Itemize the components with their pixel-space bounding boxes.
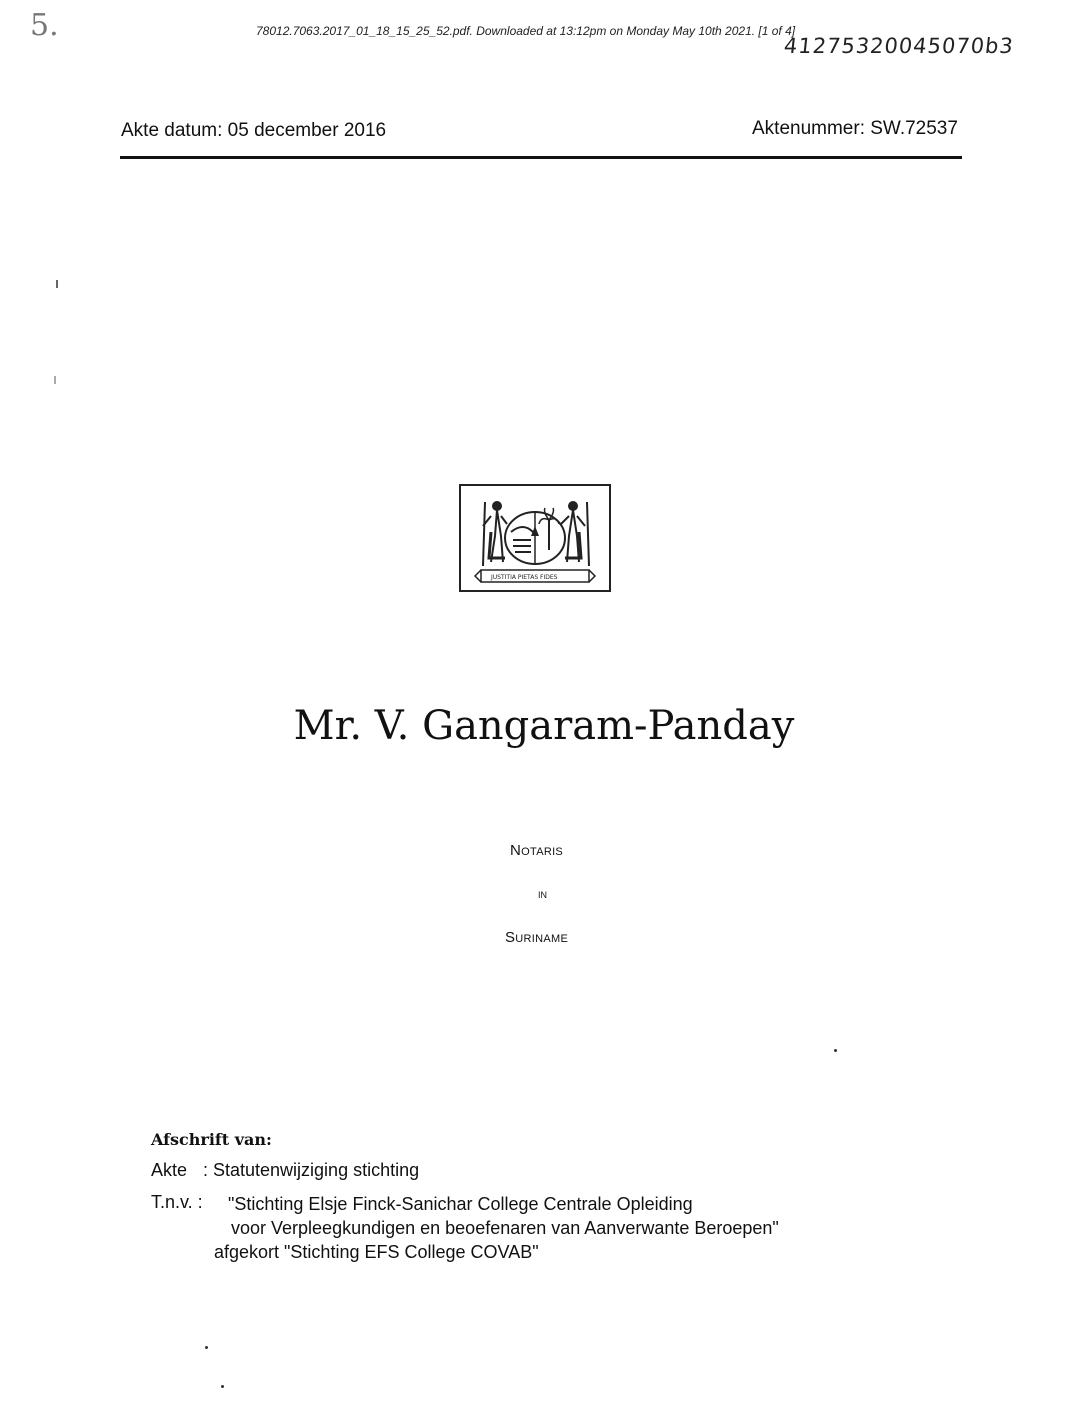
aktenummer: Aktenummer: SW.72537	[752, 118, 958, 139]
tnv-line: voor Verpleegkundigen en beoefenaren van Aanverwante Beroepen"	[231, 1218, 779, 1238]
notary-name	[0, 703, 1088, 749]
coat-of-arms-icon	[459, 484, 611, 592]
download-info-line: 78012.7063.2017_01_18_15_25_52.pdf. Downloaded at 13:12pm on Monday May 10th 2021. [1 of 4]	[256, 24, 796, 38]
handwritten-page-mark: 5.	[30, 8, 59, 43]
scan-speck	[221, 1385, 224, 1388]
suriname-label: Suriname	[505, 929, 569, 946]
motto-text: JUSTITIA PIETAS FIDES	[491, 574, 558, 581]
tnv-line: afgekort "Stichting EFS College COVAB"	[214, 1242, 539, 1262]
notaris-label: Notaris	[510, 842, 564, 859]
scan-mark	[56, 280, 58, 288]
scan-speck	[834, 1049, 837, 1052]
header-rule	[120, 156, 962, 159]
afschrift-heading: Afschrift van:	[151, 1130, 272, 1149]
tnv-value	[214, 1192, 779, 1264]
notary-name-text: Mr. V. Gangaram-Panday	[293, 703, 795, 749]
akte-label: Akte	[151, 1160, 188, 1180]
akte-datum: Akte datum: 05 december 2016	[121, 120, 387, 141]
in-label: in	[538, 886, 547, 901]
tnv-label: T.n.v. :	[151, 1192, 203, 1212]
coat-of-arms-drawing	[461, 486, 609, 590]
tnv-line: "Stichting Elsje Finck-Sanichar College Centrale Opleiding	[228, 1194, 693, 1214]
handwritten-reference-number: 41275320045070b3	[782, 34, 1016, 58]
scan-mark	[54, 376, 56, 384]
akte-value: : Statutenwijziging stichting	[203, 1160, 420, 1180]
scan-speck	[205, 1346, 208, 1349]
